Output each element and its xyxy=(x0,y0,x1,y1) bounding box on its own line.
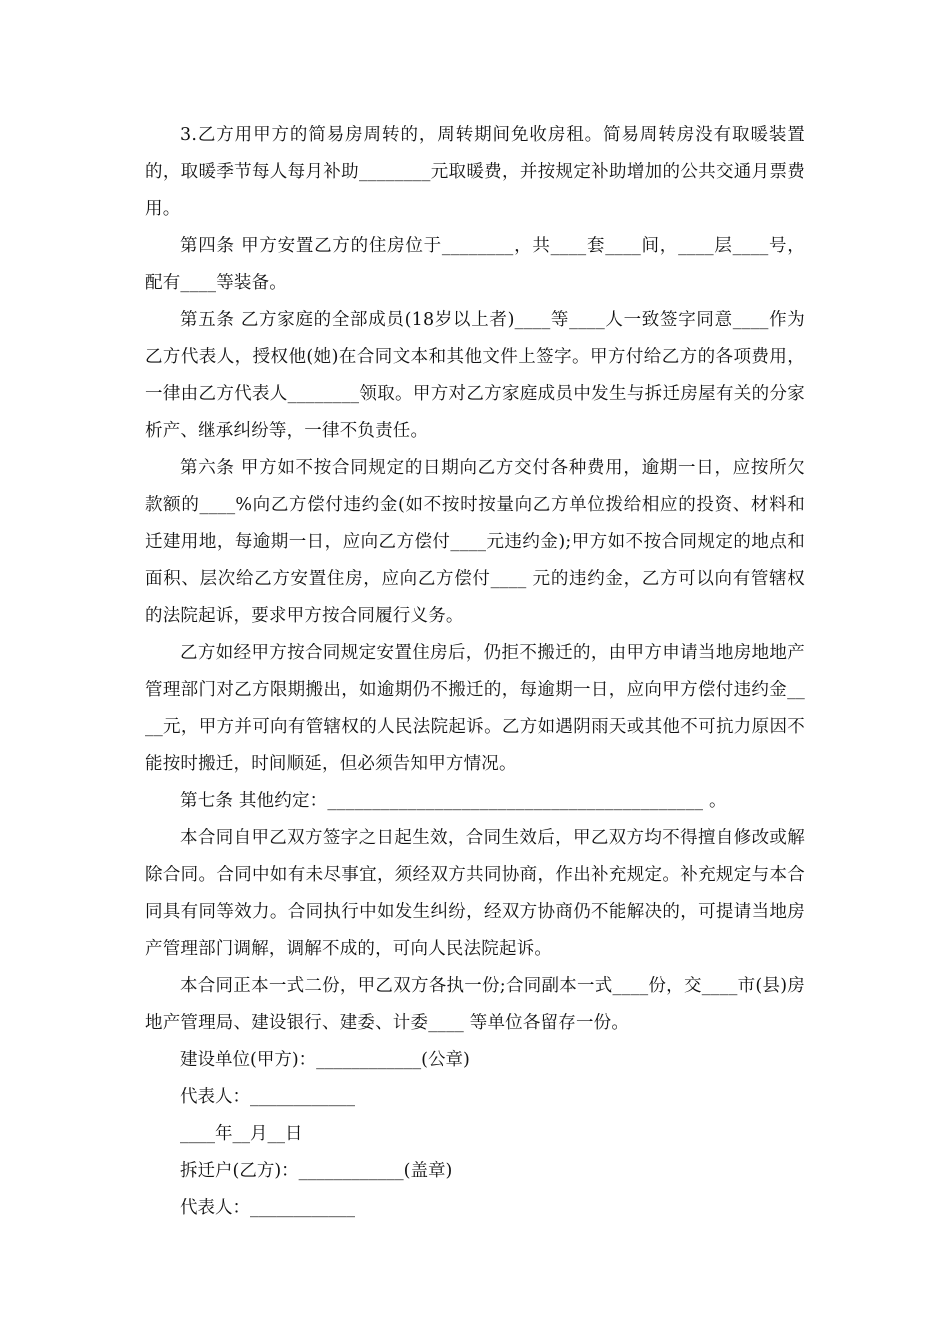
signature-date: ____年__月__日 xyxy=(180,1124,303,1144)
clause-article-6: 第六条 甲方如不按合同规定的日期向乙方交付各种费用，逾期一日，应按所欠款额的____%向乙方偿付违约金(如不按时按量向乙方单位拨给相应的投资、材料和迁建用地，每逾期一日，应向乙方偿付____元违约金);甲方如不按合同规定的地点和面积、层次给乙方安置住房，应向乙方偿付____ 元的违约金，乙方可以向有管辖权的法院起诉，要求甲方按合同履行义务。 xyxy=(145,458,805,626)
signature-block xyxy=(145,1042,805,1227)
clause-heating-subsidy: 3.乙方用甲方的简易房周转的，周转期间免收房租。简易周转房没有取暖装置的，取暖季节每人每月补助________元取暖费，并按规定补助增加的公共交通月票费用。 xyxy=(145,125,805,219)
clause-article-5: 第五条 乙方家庭的全部成员(18岁以上者)____等____人一致签字同意____作为乙方代表人，授权他(她)在合同文本和其他文件上签字。甲方付给乙方的各项费用，一律由乙方代表人________领取。甲方对乙方家庭成员中发生与拆迁房屋有关的分家析产、继承纠纷等，一律不负责任。 xyxy=(145,310,805,441)
clause-article-7: 第七条 其他约定：__________________________________________ 。 xyxy=(180,791,727,811)
clause-article-4: 第四条 甲方安置乙方的住房位于________，共____套____间，____层____号，配有____等装备。 xyxy=(145,236,805,293)
signature-party-a-representative: 代表人：____________ xyxy=(180,1087,355,1107)
contract-body xyxy=(145,117,805,1227)
signature-party-b: 拆迁户(乙方)：____________(盖章) xyxy=(180,1161,453,1181)
signature-party-b-representative: 代表人：____________ xyxy=(180,1198,355,1218)
clause-copies: 本合同正本一式二份，甲乙双方各执一份;合同副本一式____份，交____市(县)房地产管理局、建设银行、建委、计委____ 等单位各留存一份。 xyxy=(145,976,805,1033)
clause-relocation-penalty: 乙方如经甲方按合同规定安置住房后，仍拒不搬迁的，由甲方申请当地房地地产管理部门对乙方限期搬出，如逾期仍不搬迁的，每逾期一日，应向甲方偿付违约金____元，甲方并可向有管辖权的人民法院起诉。乙方如遇阴雨天或其他不可抗力原因不能按时搬迁，时间顺延，但必须告知甲方情况。 xyxy=(145,643,805,774)
clause-effectiveness: 本合同自甲乙双方签字之日起生效，合同生效后，甲乙双方均不得擅自修改或解除合同。合同中如有未尽事宜，须经双方共同协商，作出补充规定。补充规定与本合同具有同等效力。合同执行中如发生纠纷，经双方协商仍不能解决的，可提请当地房产管理部门调解，调解不成的，可向人民法院起诉。 xyxy=(145,828,805,959)
signature-party-a: 建设单位(甲方)：____________(公章) xyxy=(180,1050,470,1070)
